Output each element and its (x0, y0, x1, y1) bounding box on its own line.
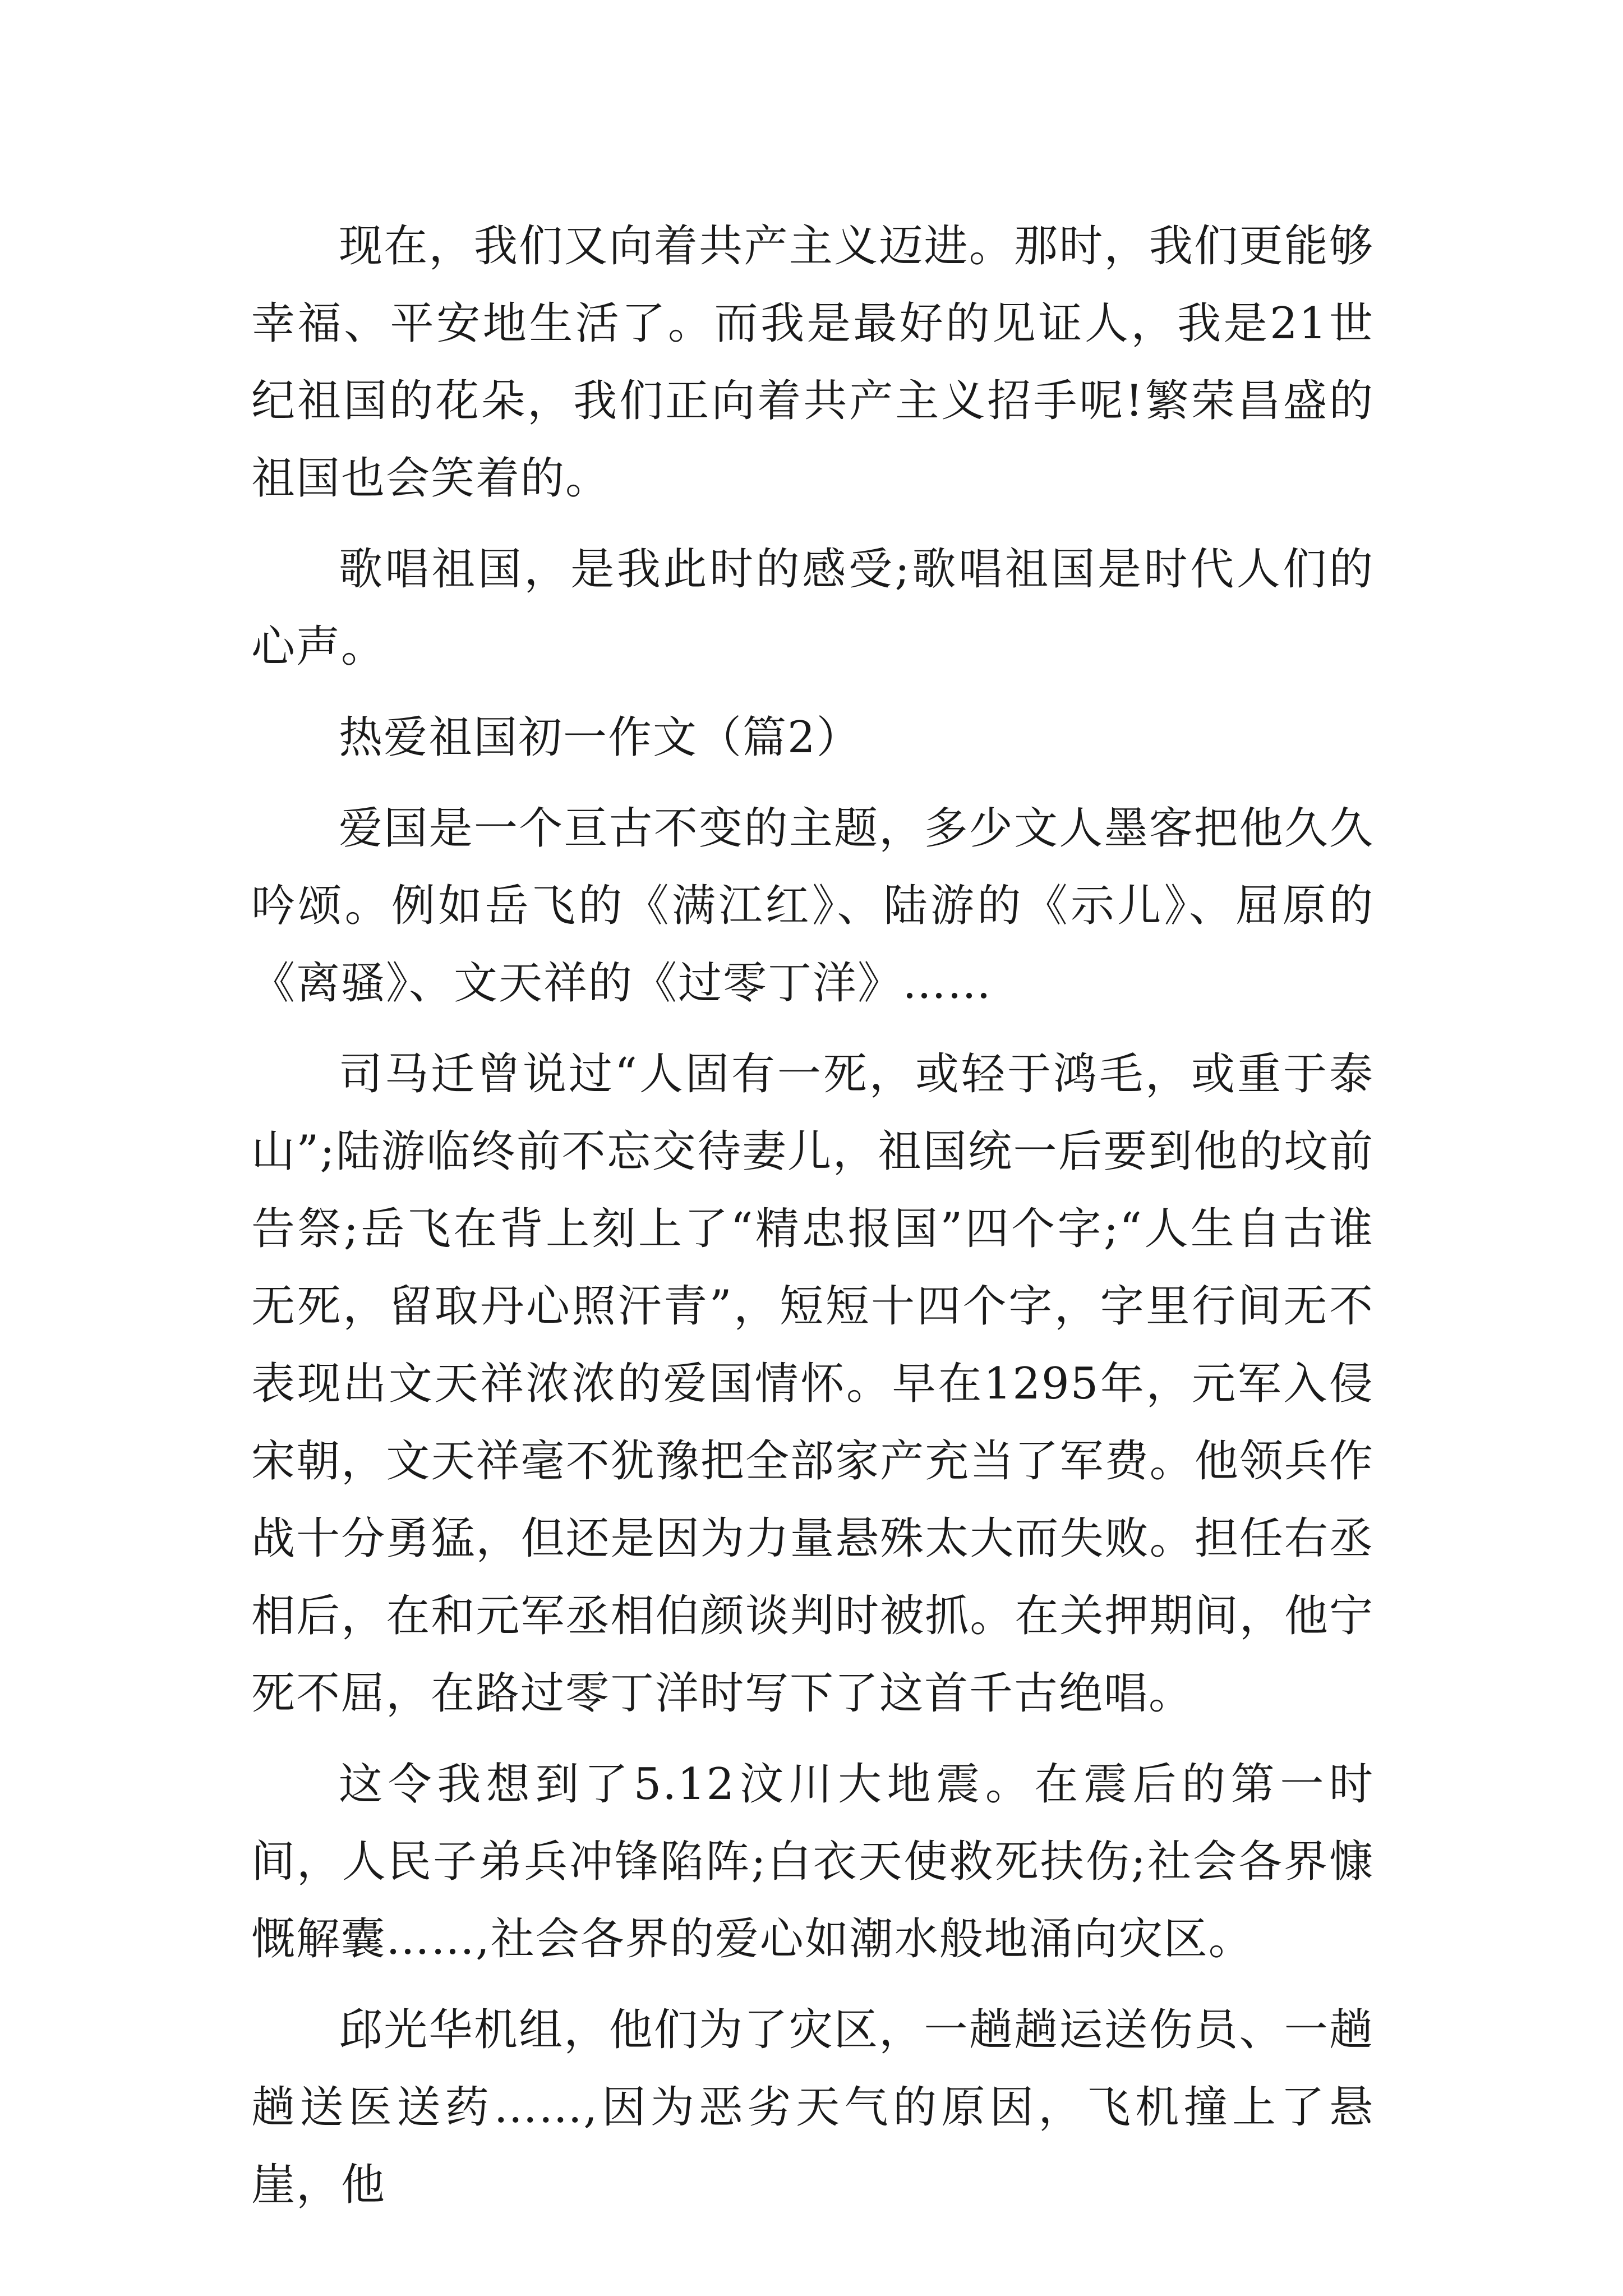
paragraph-2: 歌唱祖国，是我此时的感受;歌唱祖国是时代人们的心声。 (251, 544, 1374, 672)
section-title: 热爱祖国初一作文（篇2） (339, 712, 861, 763)
paragraph-6: 邱光华机组，他们为了灾区，一趟趟运送伤员、一趟趟送医送药……,因为恶劣天气的原因，飞机撞上了悬崖，他 (251, 2005, 1374, 2210)
paragraph-3: 爱国是一个亘古不变的主题，多少文人墨客把他久久吟颂。例如岳飞的《满江红》、陆游的《示儿》、屈原的《离骚》、文天祥的《过零丁洋》…… (251, 803, 1374, 1009)
paragraph-1: 现在，我们又向着共产主义迈进。那时，我们更能够幸福、平安地生活了。而我是最好的见证人，我是21世纪祖国的花朵，我们正向着共产主义招手呢!繁荣昌盛的祖国也会笑着的。 (251, 221, 1374, 504)
document-body (251, 208, 1374, 2224)
paragraph-4: 司马迁曾说过“人固有一死，或轻于鸿毛，或重于泰山”;陆游临终前不忘交待妻儿，祖国统一后要到他的坟前告祭;岳飞在背上刻上了“精忠报国”四个字;“人生自古谁无死，留取丹心照汗青”，短短十四个字，字里行间无不表现出文天祥浓浓的爱国情怀。早在1295年，元军入侵宋朝，文天祥毫不犹豫把全部家产充当了军费。他领兵作战十分勇猛，但还是因为力量悬殊太大而失败。担任右丞相后，在和元军丞相伯颜谈判时被抓。在关押期间，他宁死不屈，在路过零丁洋时写下了这首千古绝唱。 (251, 1049, 1374, 1719)
paragraph-5: 这令我想到了5.12汶川大地震。在震后的第一时间，人民子弟兵冲锋陷阵;白衣天使救死扶伤;社会各界慷慨解囊……,社会各界的爱心如潮水般地涌向灾区。 (251, 1759, 1374, 1964)
